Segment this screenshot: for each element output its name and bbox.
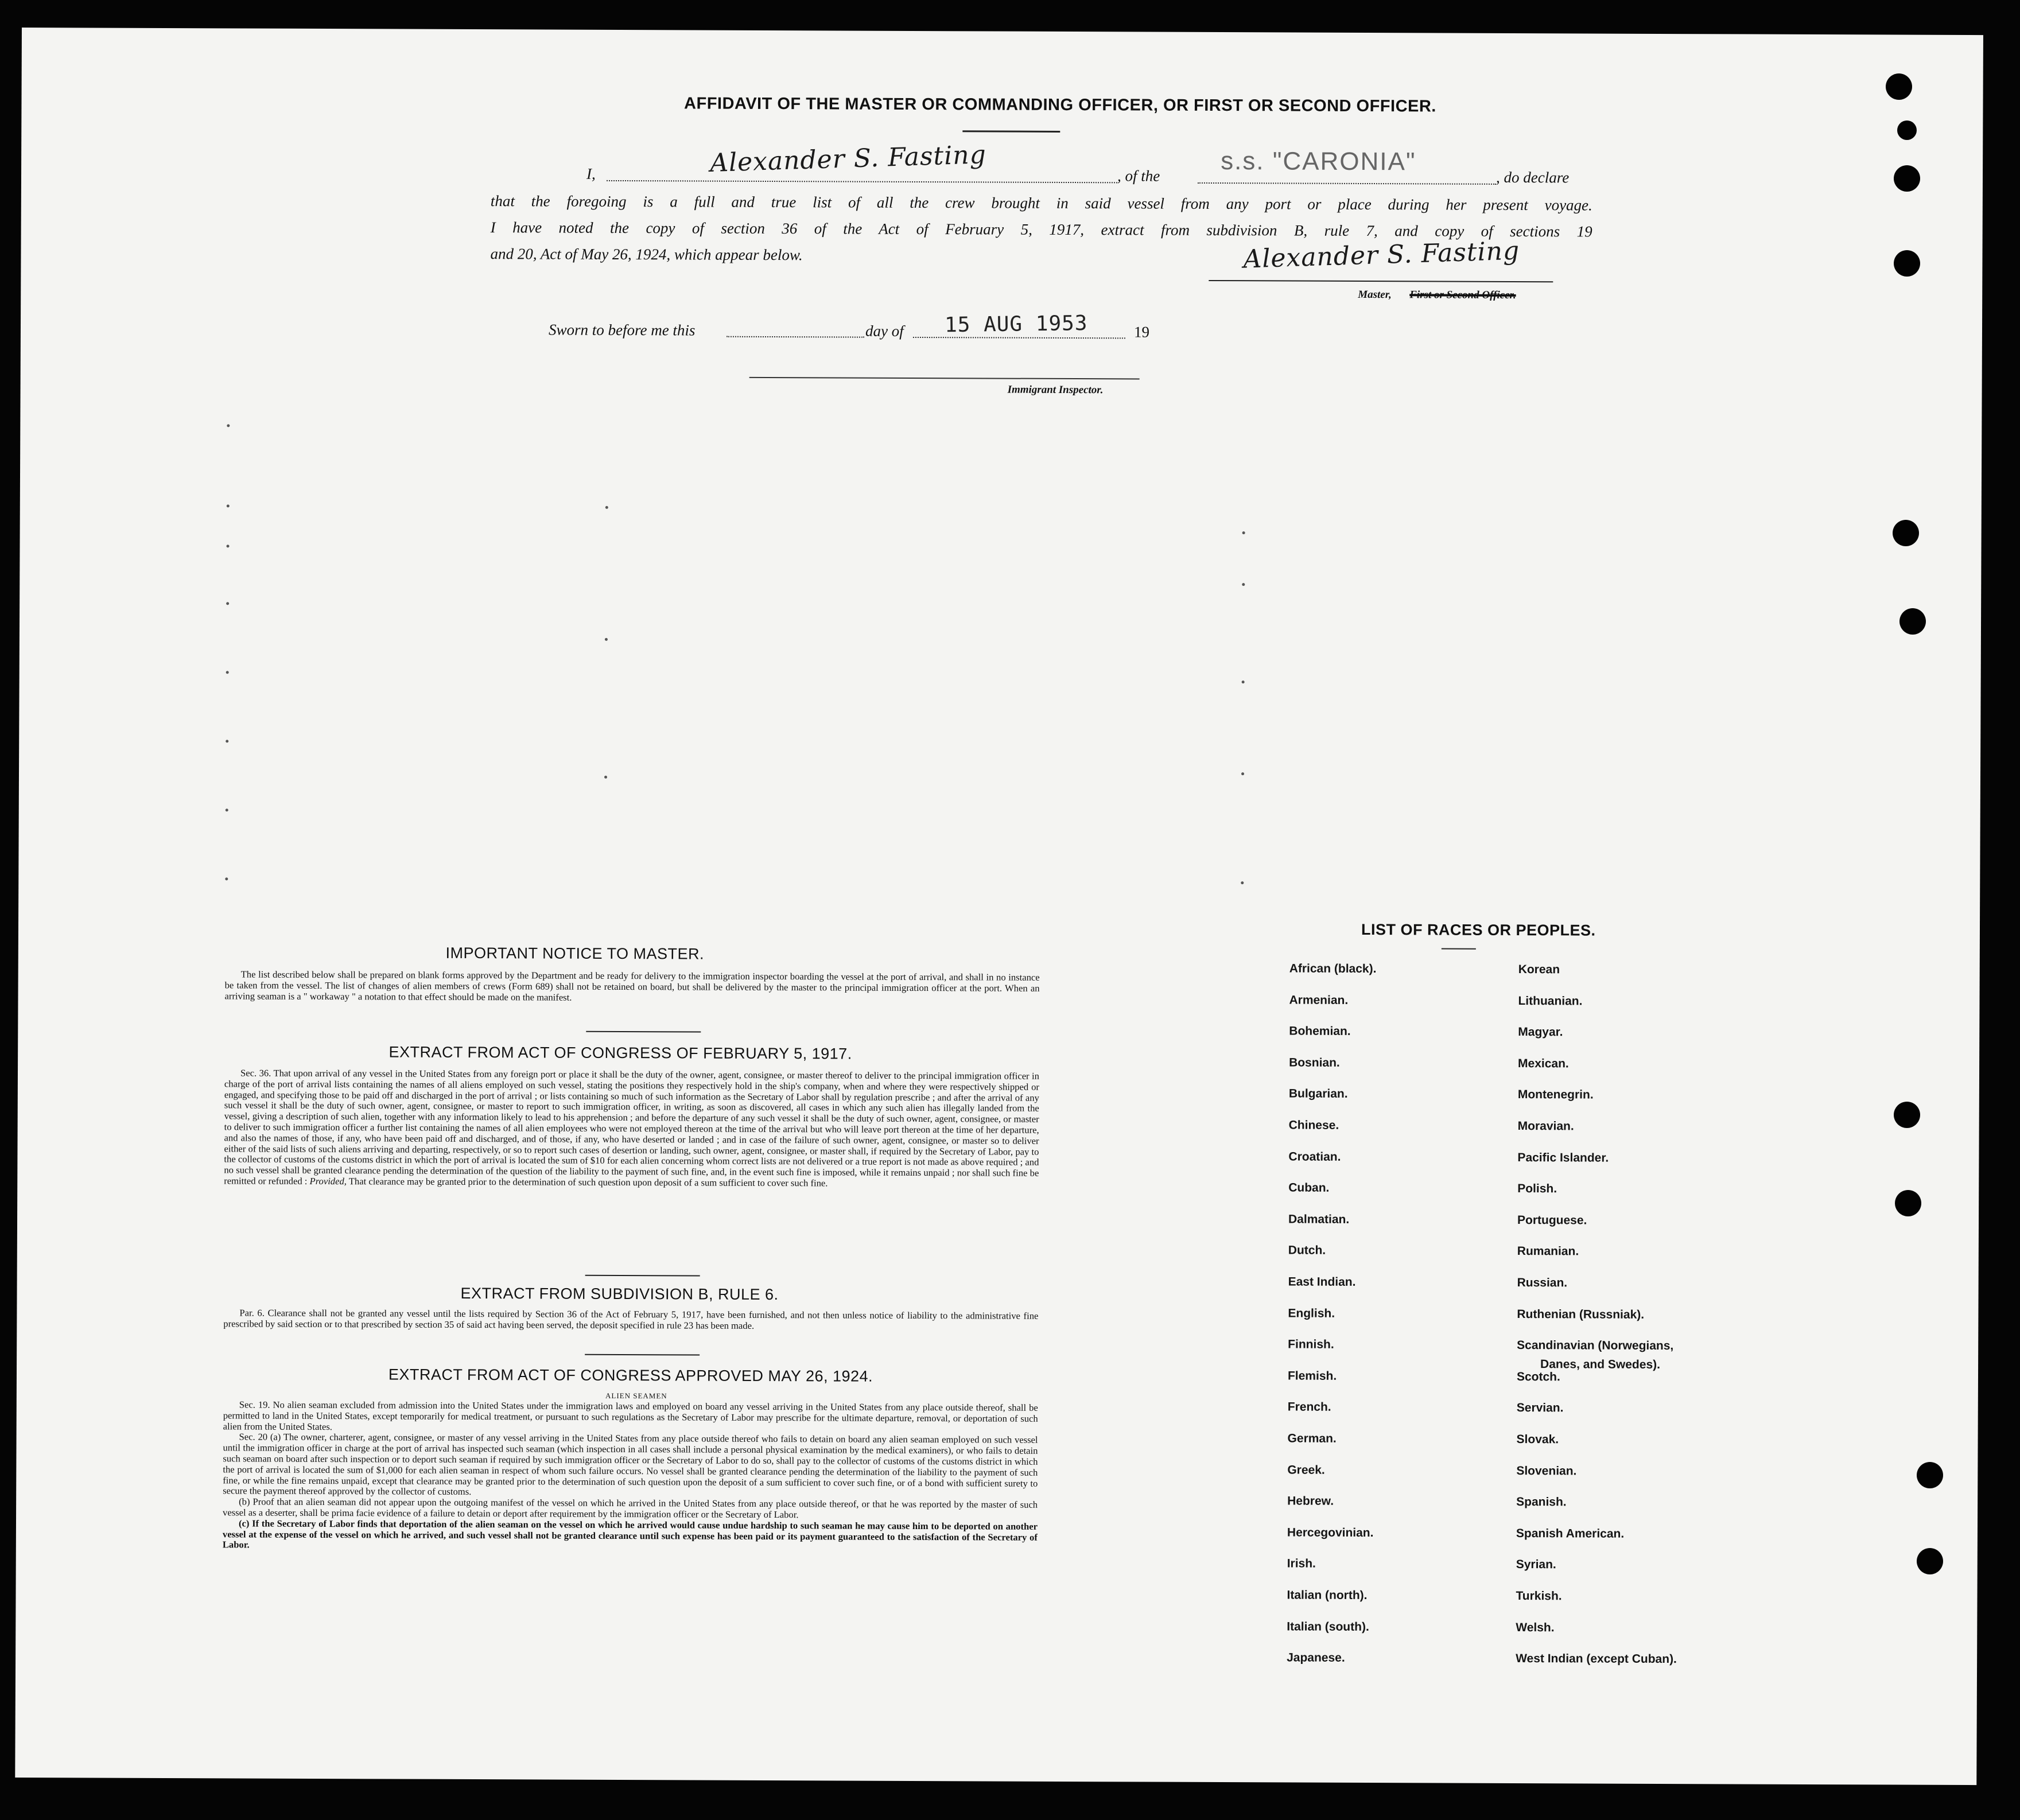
speck — [605, 506, 608, 509]
race-item-right: Scotch. — [1516, 1370, 1560, 1384]
extract-1924-title: EXTRACT FROM ACT OF CONGRESS APPROVED MAY 26, 1924. — [388, 1366, 873, 1385]
struck-officer-label: First or Second Officer. — [1409, 289, 1516, 302]
race-item-right: Polish. — [1517, 1182, 1557, 1196]
punch-hole — [1894, 165, 1920, 192]
subdivision-b-title: EXTRACT FROM SUBDIVISION B, RULE 6. — [460, 1284, 779, 1304]
signature-rule — [1209, 280, 1553, 282]
race-item-left: Bulgarian. — [1288, 1087, 1348, 1101]
race-item-right: West Indian (except Cuban). — [1516, 1652, 1677, 1666]
races-rule — [1442, 948, 1476, 950]
extract-1917-title: EXTRACT FROM ACT OF CONGRESS OF FEBRUARY 5, 1917. — [389, 1043, 852, 1063]
name-line — [607, 180, 1117, 183]
race-item-right: Mexican. — [1518, 1056, 1569, 1071]
speck — [227, 424, 230, 427]
heading-rule — [962, 130, 1060, 133]
master-signature: Alexander S. Fasting — [709, 140, 987, 178]
master-label: Master, — [1358, 288, 1392, 301]
extract-1917-rule — [585, 1275, 700, 1277]
par-6-paragraph — [223, 1308, 1038, 1332]
punch-hole — [1893, 520, 1919, 546]
subdivision-b-rule — [585, 1354, 700, 1356]
race-scandinavian-continued: Danes, and Swedes). — [1540, 1358, 1661, 1371]
punch-hole — [1897, 120, 1917, 140]
sec-19-paragraph: Sec. 19. No alien seaman excluded from admission into the United States under the immigration laws and employed on board any vessel arriving in the United States from any place outside thereof, shall be permitted to land in the United States, except temporarily for medical treatment, or pursuant to such regulations as the Secretary of Labor may prescribe for the ultimate departure, removal, or deportation of such alien from the United States. — [223, 1399, 1038, 1432]
extract-1917-body — [224, 1068, 1039, 1189]
race-item-left: Finnish. — [1288, 1337, 1334, 1351]
punch-hole — [1917, 1548, 1943, 1574]
proviso-text: That clearance may be granted prior to the determination of such question upon deposit of a sum sufficient to cover such fine. — [348, 1176, 828, 1189]
notice-title: IMPORTANT NOTICE TO MASTER. — [445, 944, 705, 963]
speck — [1241, 772, 1244, 775]
sworn-label: Sworn to before me this — [548, 321, 696, 339]
race-item-left: Bohemian. — [1289, 1024, 1351, 1039]
race-item-right: Spanish American. — [1516, 1526, 1625, 1541]
declaration-line-3: and 20, Act of May 26, 1924, which appear below. — [490, 245, 803, 264]
race-item-right: Welsh. — [1516, 1620, 1555, 1634]
vessel-name: s.s. "CARONIA" — [1221, 147, 1416, 176]
manifest-page — [15, 28, 1983, 1785]
race-item-left: Croatian. — [1288, 1150, 1341, 1164]
notice-rule — [586, 1031, 701, 1033]
race-item-right: Slovenian. — [1516, 1464, 1577, 1478]
subdivision-b-body — [223, 1308, 1038, 1332]
sec-36-paragraph — [224, 1068, 1039, 1189]
extract-1924-body — [223, 1399, 1038, 1554]
race-item-right: Rumanian. — [1517, 1245, 1579, 1258]
affidavit-heading: AFFIDAVIT OF THE MASTER OR COMMANDING OFFICER, OR FIRST OR SECOND OFFICER. — [684, 94, 1436, 116]
race-item-right: Syrian. — [1516, 1558, 1556, 1572]
race-item-left: Irish. — [1287, 1557, 1316, 1571]
races-title: LIST OF RACES OR PEOPLES. — [1361, 920, 1596, 939]
punch-hole — [1894, 1102, 1920, 1128]
race-item-right: Magyar. — [1518, 1025, 1563, 1039]
alien-seamen-subtitle: ALIEN SEAMEN — [605, 1391, 667, 1401]
race-item-left: Chinese. — [1288, 1118, 1339, 1132]
race-item-right: Ruthenian (Russniak). — [1517, 1307, 1645, 1321]
race-item-left: Japanese. — [1287, 1651, 1345, 1665]
race-item-left: Italian (north). — [1287, 1588, 1368, 1603]
punch-hole — [1894, 250, 1920, 277]
sec-36-text: That upon arrival of any vessel in the United States from any foreign port or place it shall be the duty of the owner, agent, consignee, or master thereof to deliver to the principal immigration officer in charge of the port of arrival lists containing the names of all aliens employed on such vessel, stating the positions they respectively hold in the ship's company, when and where they were respectively shipped or engaged, and specifying those to be paid off and discharged in the port of arrival ; or lists containing so much of such information as the Secretary of Labor shall by regulation prescribe ; and after the arrival of any such vessel it shall be the duty of such owner, agent, consignee, or master to report to such immigration officer, in writing, as soon as discovered, all cases in which any such alien has illegally landed from the vessel, giving a description of such alien, together with any information likely to lead to his apprehension ; and before the departure of any such vessel it shall be the duty of such owner, agent, consignee, or master to deliver to such immigration officer a further list containing the names of all alien employees who were not employed thereon at the time of the arrival but who will leave port thereon at the time of her departure, and also the names of those, if any, who have been paid off and discharged, and of those, if any, who have deserted or landed ; and in case of the failure of such owner, agent, consignee, or master so to deliver either of the said lists of such aliens arriving and departing, respectively, or so to report such cases of desertion or landing, such owner, agent, consignee, or master shall, if required by the Secretary of Labor, pay to the collector of customs of the customs district in which the port of arrival is located the sum of $10 for each alien concerning whom correct lists are not delivered or a true report is not made as above required ; and no such vessel shall be granted clearance pending the determination of the question of the liability to the payment of such fine, and, in the event such fine is imposed, while it remains unpaid ; nor shall such fine be remitted or refunded : — [224, 1067, 1040, 1187]
race-item-right: Portuguese. — [1517, 1213, 1587, 1227]
speck — [227, 545, 230, 547]
speck — [227, 504, 230, 507]
race-item-left: Dutch. — [1288, 1243, 1326, 1258]
race-item-right: Turkish. — [1516, 1589, 1562, 1603]
par-6-label: Par. 6. — [239, 1307, 265, 1319]
speck — [226, 671, 229, 674]
punch-hole — [1899, 608, 1926, 635]
sworn-day-line — [727, 336, 864, 338]
speck — [1242, 680, 1245, 683]
race-item-left: Flemish. — [1287, 1369, 1337, 1383]
sec-20b-paragraph: (b) Proof that an alien seaman did not appear upon the outgoing manifest of the vessel on which he arrived in the United States from any place outside thereof, or that he was reported by the master of such vessel as a deserter, shall be prima facie evidence of a failure to detain or deport after requirement by the immigration officer or the Secretary of Labor. — [223, 1496, 1038, 1520]
race-item-right: Moravian. — [1517, 1119, 1574, 1133]
inspector-label: Immigrant Inspector. — [1007, 383, 1104, 396]
race-item-left: Cuban. — [1288, 1181, 1330, 1195]
punch-hole — [1917, 1462, 1943, 1488]
date-stamp: 15 AUG 1953 — [944, 311, 1088, 337]
sec-20c-paragraph: (c) If the Secretary of Labor finds that deportation of the alien seaman on the vessel on which he arrived would cause undue hardship to such seaman he may cause him to be deported on another vessel at the expense of the vessel on which he arrived, and such vessel shall not be granted clearance until such expense has been paid or its payment guaranteed to the satisfaction of the Secretary of Labor. — [222, 1518, 1038, 1550]
vessel-line — [1198, 182, 1496, 185]
master-signature-repeat: Alexander S. Fasting — [1242, 236, 1520, 274]
inspector-line — [749, 377, 1140, 380]
race-item-left: African (black). — [1289, 962, 1377, 976]
par-6-text: Clearance shall not be granted any vessel until the lists required by Section 36 of the Act of February 5, 1917, have been furnished, and not then unless notice of liability to the administrative fine prescribed by said section or to that prescribed by section 35 of said act having been served, the deposit specified in rule 23 has been made. — [223, 1307, 1039, 1331]
race-item-left: French. — [1287, 1400, 1331, 1414]
day-of-label: day of — [865, 322, 904, 340]
declaration-line-2: I have noted the copy of section 36 of the Act of February 5, 1917, extract from subdivision B, rule 7, and copy of sections 19 — [490, 219, 1592, 240]
race-item-right: Servian. — [1516, 1401, 1564, 1415]
speck — [226, 740, 228, 742]
race-item-right: Slovak. — [1516, 1433, 1559, 1446]
speck — [1242, 531, 1245, 534]
race-item-right: Scandinavian (Norwegians, — [1517, 1339, 1674, 1353]
year-label: 19 — [1133, 323, 1150, 341]
race-item-left: German. — [1287, 1432, 1337, 1445]
punch-hole — [1895, 1190, 1921, 1216]
speck — [225, 877, 228, 880]
race-item-left: Dalmatian. — [1288, 1212, 1350, 1226]
race-item-right: Spanish. — [1516, 1495, 1567, 1509]
punch-hole — [1886, 73, 1912, 100]
race-item-left: Greek. — [1287, 1463, 1325, 1477]
i-label: I, — [586, 165, 596, 182]
race-item-left: English. — [1288, 1306, 1335, 1320]
speck — [1242, 583, 1245, 586]
speck — [226, 602, 229, 605]
sec-36-label: Sec. 36. — [240, 1067, 271, 1079]
speck — [604, 776, 607, 779]
race-item-left: Italian (south). — [1287, 1620, 1369, 1634]
speck — [226, 808, 228, 811]
race-item-right: Lithuanian. — [1518, 994, 1583, 1008]
speck — [1241, 881, 1244, 884]
race-item-left: East Indian. — [1288, 1275, 1356, 1289]
race-item-left: Armenian. — [1289, 993, 1349, 1007]
race-item-left: Hebrew. — [1287, 1494, 1334, 1508]
sec-20a-paragraph: Sec. 20 (a) The owner, charterer, agent, consignee, or master of any vessel arriving in the United States from any place outside thereof who fails to detain on board any alien seaman employed on such vessel until the immigration officer in charge at the port of arrival has inspected such seaman (which inspection in all cases shall include a personal physical examination by the medical examiners), or who fails to detain such seaman on board after such inspection or to deport such seaman if required by such immigration officer or the Secretary of Labor to do so, shall pay to the collector of customs of the customs district in which the port of arrival is located the sum of $1,000 for each alien seaman in respect of whom such failure occurs. No vessel shall be granted clearance pending the determination of the liability to the payment of such fine, or while the fine remains unpaid, except that clearance may be granted prior to the determination of such question upon the deposit of a sum sufficient to cover such fine, or of a bond with sufficient surety to secure the payment thereof approved by the collector of customs. — [223, 1431, 1038, 1498]
race-item-right: Russian. — [1517, 1276, 1568, 1290]
sworn-date-line — [913, 337, 1125, 339]
race-item-right: Montenegrin. — [1517, 1088, 1594, 1102]
do-declare-label: , do declare — [1495, 168, 1570, 186]
race-item-right: Pacific Islander. — [1517, 1150, 1609, 1165]
race-item-left: Hercegovinian. — [1287, 1526, 1374, 1539]
speck — [605, 638, 608, 641]
notice-paragraph: The list described below shall be prepared on blank forms approved by the Department and be ready for delivery to the immigration inspector boarding the vessel at the port of arrival, and shall in no instance be taken from the vessel. The list of changes of alien members of crews (Form 689) shall not be retained on board, but shall be delivered by the master to the principal immigration officer at the port. When an arriving seaman is a " workaway " a notation to that effect should be made on the manifest. — [224, 969, 1040, 1003]
of-the-label: , of the — [1117, 167, 1160, 185]
proviso-label: Provided, — [309, 1175, 347, 1187]
race-item-right: Korean — [1518, 963, 1560, 977]
declaration-line-1: that the foregoing is a full and true list of all the crew brought in said vessel from any port or place during her present voyage. — [490, 192, 1592, 214]
notice-body — [224, 969, 1039, 1005]
race-item-left: Bosnian. — [1289, 1056, 1340, 1070]
